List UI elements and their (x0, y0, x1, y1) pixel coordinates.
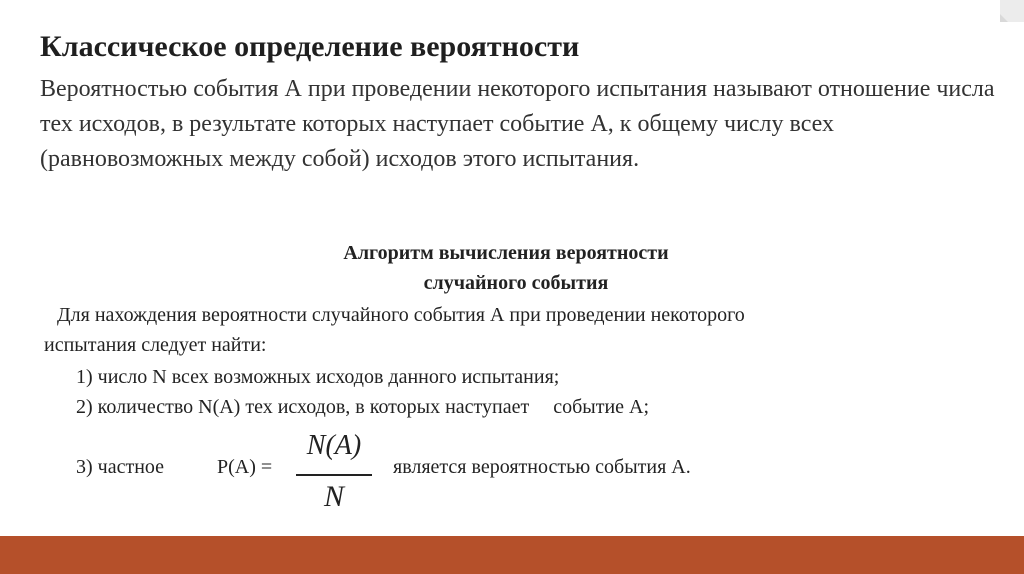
algorithm-step-2-event: событие А; (553, 396, 650, 418)
algorithm-intro-line1: Для нахождения вероятности случайного события А при проведении некоторого (57, 304, 745, 326)
algorithm-step-3-conclusion: является вероятностью события А. (393, 456, 691, 478)
algorithm-title-line1: Алгоритм вычисления вероятности (343, 242, 669, 264)
algorithm-step-2-text: 2) количество N(A) тех исходов, в которых наступает (76, 396, 530, 418)
formula-lhs: P(A) = (217, 456, 273, 478)
footer-bar (0, 536, 1024, 574)
algorithm-step-2 (76, 396, 649, 419)
algorithm-step-3-label: 3) частное (76, 456, 165, 478)
slide-title: Классическое определение вероятности (40, 30, 580, 63)
fraction-bar (296, 474, 372, 476)
fraction-numerator: N(A) (306, 430, 362, 461)
fraction-denominator: N (323, 480, 344, 513)
probability-fraction (296, 430, 372, 520)
algorithm-title-line2: случайного события (423, 272, 609, 294)
definition-text: Вероятностью события А при проведении некоторого испытания называют отношение числа тех исходов, в результате которых наступает событие А, к общему числу всех (равновозможных между собой) исходов этого испытания. (40, 76, 995, 172)
slide-corner-tab (1000, 0, 1024, 22)
algorithm-step-1: 1) число N всех возможных исходов данного испытания; (76, 366, 560, 388)
algorithm-intro-line2: испытания следует найти: (44, 334, 267, 356)
